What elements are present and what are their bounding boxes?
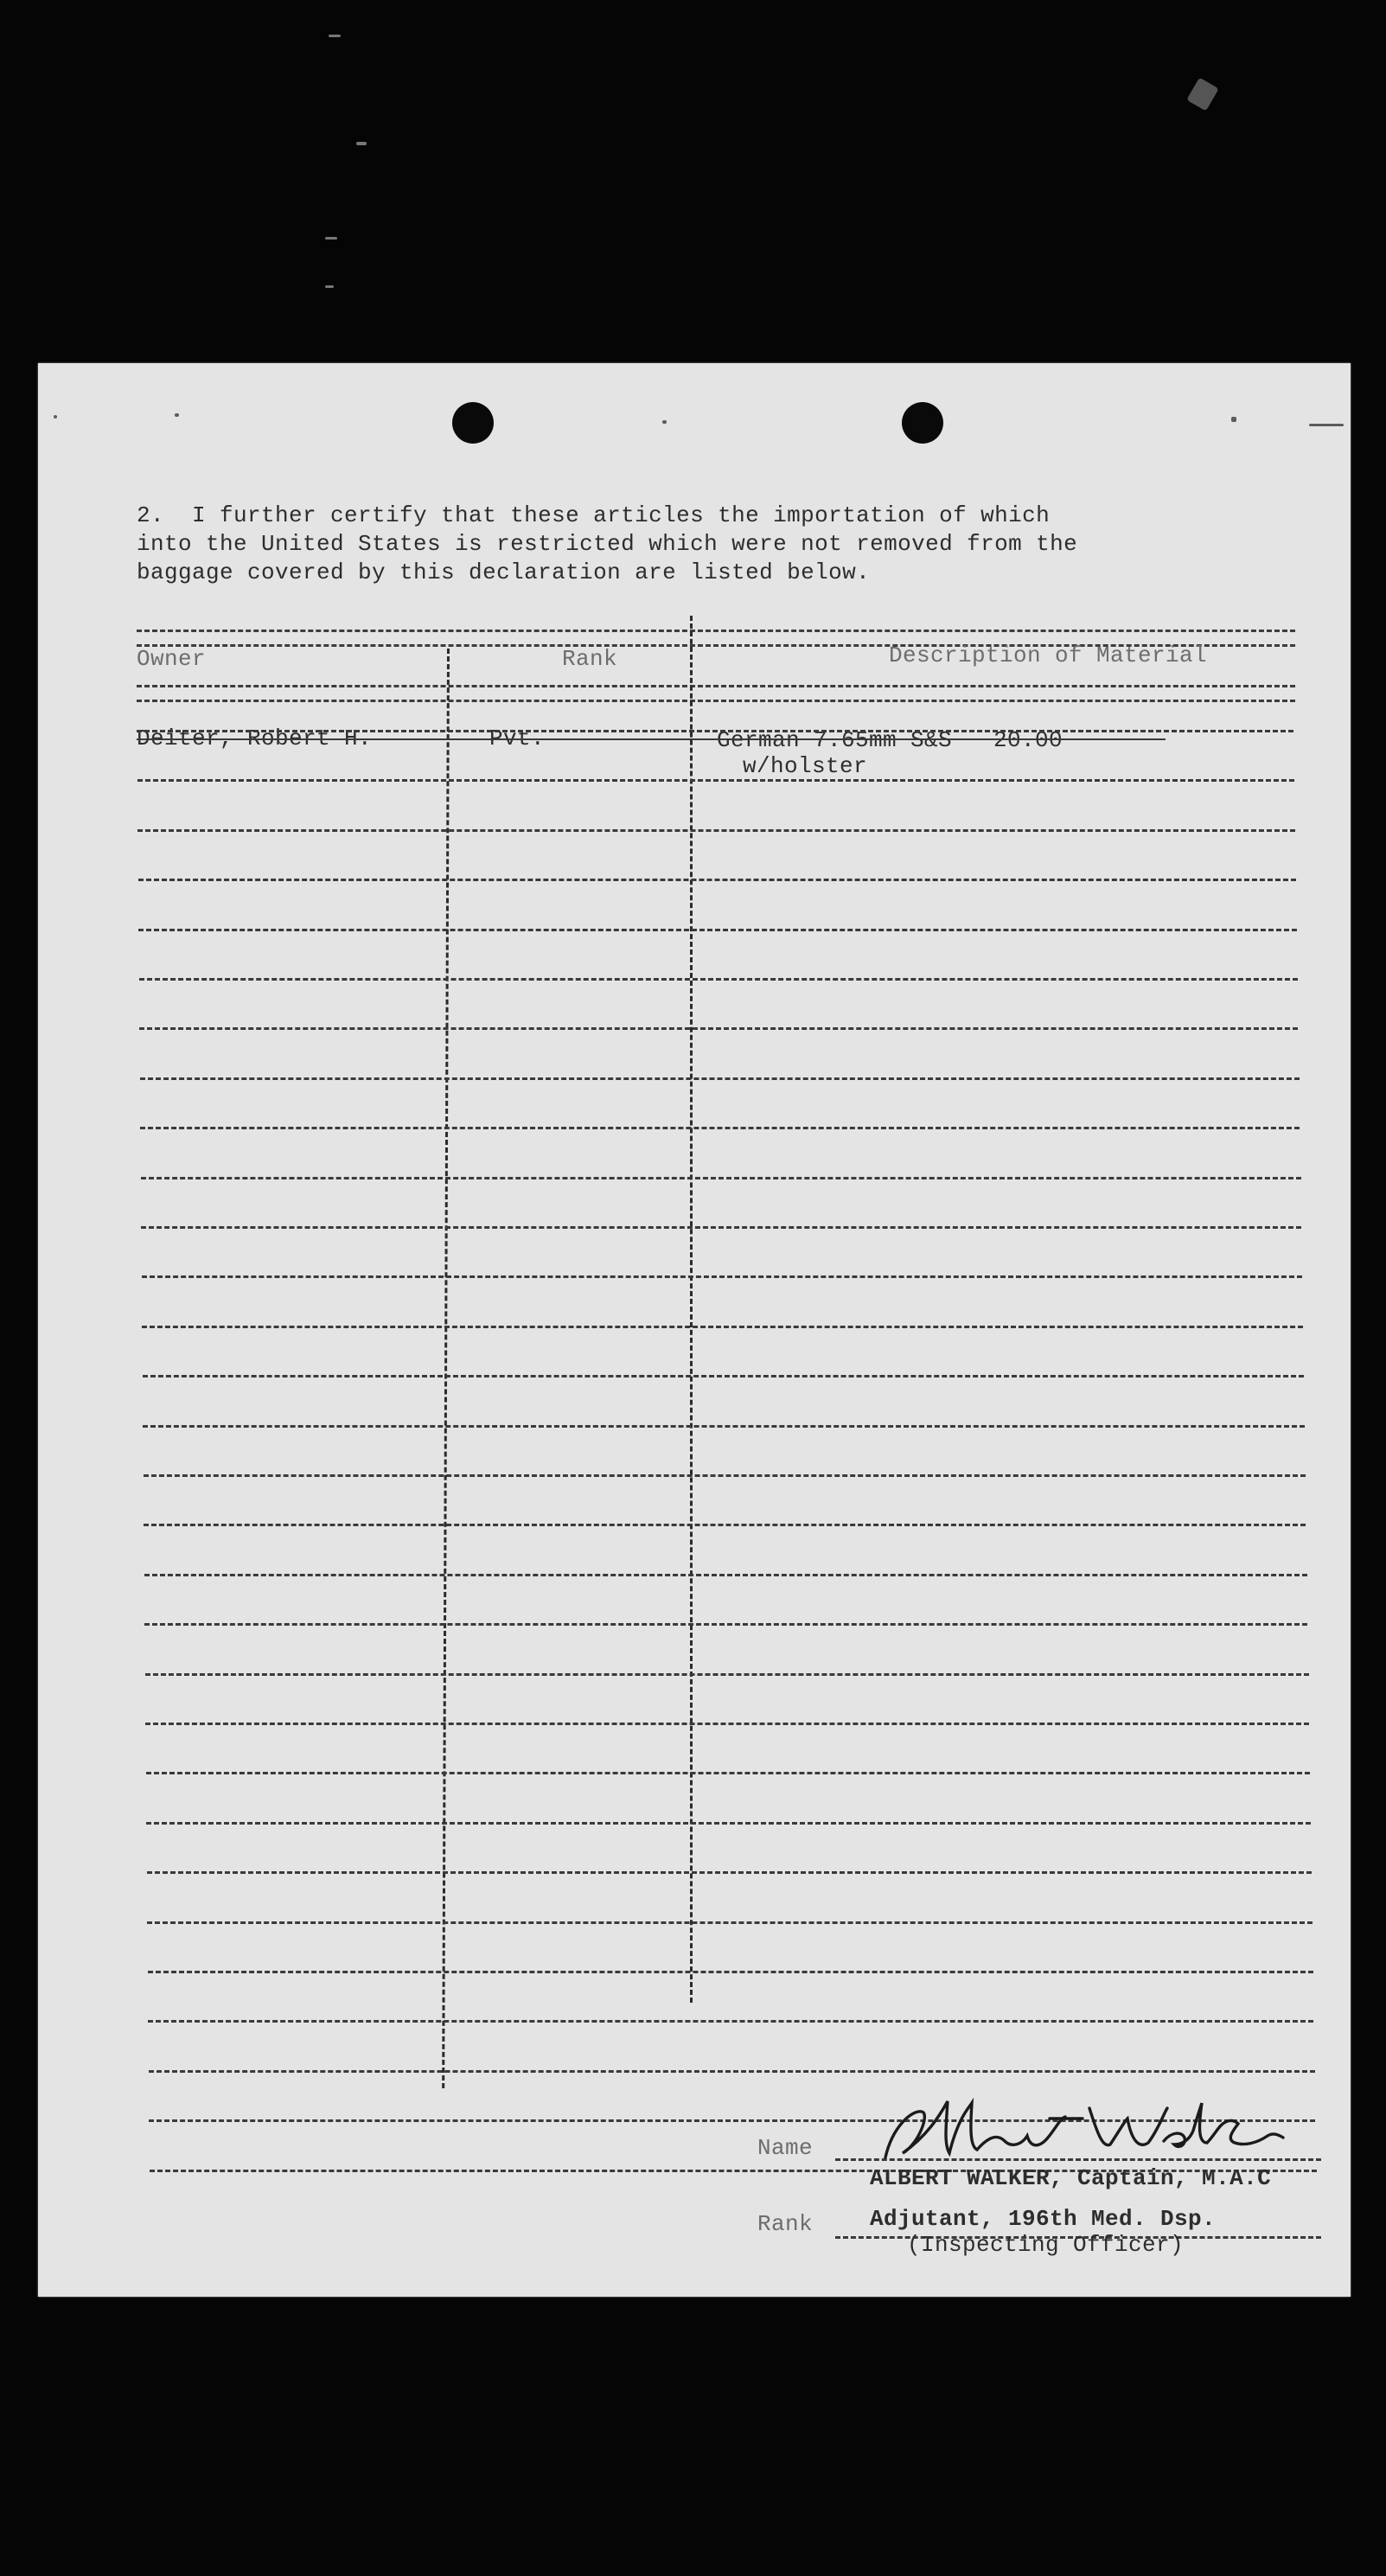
dashed-row-line (137, 779, 1294, 782)
dashed-row-line (146, 1772, 1310, 1774)
dashed-row-line (148, 2020, 1313, 2023)
dashed-row-line (146, 1822, 1311, 1825)
name-label: Name (757, 2135, 814, 2161)
paper-speck (175, 413, 179, 417)
dashed-row-line (144, 1574, 1307, 1576)
dashed-row-line (137, 730, 1293, 732)
rank-label: Rank (757, 2211, 814, 2237)
dashed-row-line (144, 1524, 1306, 1526)
paragraph-line-1: 2. I further certify that these articles the importation of which (137, 502, 1051, 528)
typed-name: ALBERT WALKER, Captain, M.A.C (870, 2165, 1272, 2191)
column-divider-rank-description (690, 616, 693, 2003)
dashed-row-line (140, 1127, 1300, 1129)
declaration-page (38, 363, 1351, 2297)
dashed-row-line (142, 1326, 1303, 1328)
dashed-row-line (143, 1425, 1305, 1428)
paragraph-line-2: into the United States is restricted which were not removed from the (137, 531, 1078, 557)
inspecting-officer-role: (Inspecting Officer) (907, 2232, 1185, 2258)
paper-speck (54, 415, 57, 419)
dashed-row-line (144, 1623, 1307, 1626)
paper-speck (1309, 424, 1344, 426)
dashed-row-line (144, 1474, 1306, 1477)
paragraph-line-3: baggage covered by this declaration are listed below. (137, 559, 871, 585)
punch-hole-left (452, 402, 494, 444)
row-1-rank: Pvt. (489, 725, 546, 751)
dashed-row-line (147, 1921, 1313, 1924)
dashed-row-line (145, 1723, 1309, 1725)
row-1-description: German 7.65mm S&S 20.00 (717, 727, 1063, 753)
dashed-row-line (147, 1871, 1312, 1874)
dashed-row-line (143, 1375, 1304, 1377)
dashed-row-line (138, 929, 1297, 931)
dashed-row-line (149, 2070, 1315, 2073)
column-header-description: Description of Material (889, 642, 1208, 668)
handwritten-signature (877, 2093, 1292, 2170)
dashed-row-line (148, 1971, 1313, 1973)
row-1-strikethrough (137, 738, 1166, 740)
background-speck (1186, 78, 1219, 112)
paper-speck (1231, 417, 1236, 422)
header-rule-bottom (137, 685, 1295, 702)
background-speck (329, 35, 341, 37)
row-1-description-line-2: w/holster (743, 753, 868, 779)
paper-speck (662, 420, 667, 424)
dashed-row-line (141, 1226, 1301, 1229)
dashed-row-line (138, 879, 1296, 881)
dashed-row-line (145, 1673, 1309, 1676)
rank-value: Adjutant, 196th Med. Dsp. (870, 2206, 1217, 2232)
column-header-rank: Rank (562, 646, 618, 672)
row-1-owner: Deiter, Robert H. (137, 725, 373, 751)
dashed-row-line (139, 1027, 1298, 1030)
column-header-owner: Owner (137, 646, 207, 672)
dashed-row-line (142, 1275, 1302, 1278)
punch-hole-right (902, 402, 943, 444)
background-speck (325, 237, 337, 240)
background-speck (356, 142, 367, 145)
dashed-row-line (139, 978, 1298, 981)
dashed-row-line (140, 1077, 1300, 1080)
background-speck (325, 285, 334, 288)
dashed-row-line (137, 829, 1295, 832)
dashed-row-line (141, 1177, 1301, 1179)
